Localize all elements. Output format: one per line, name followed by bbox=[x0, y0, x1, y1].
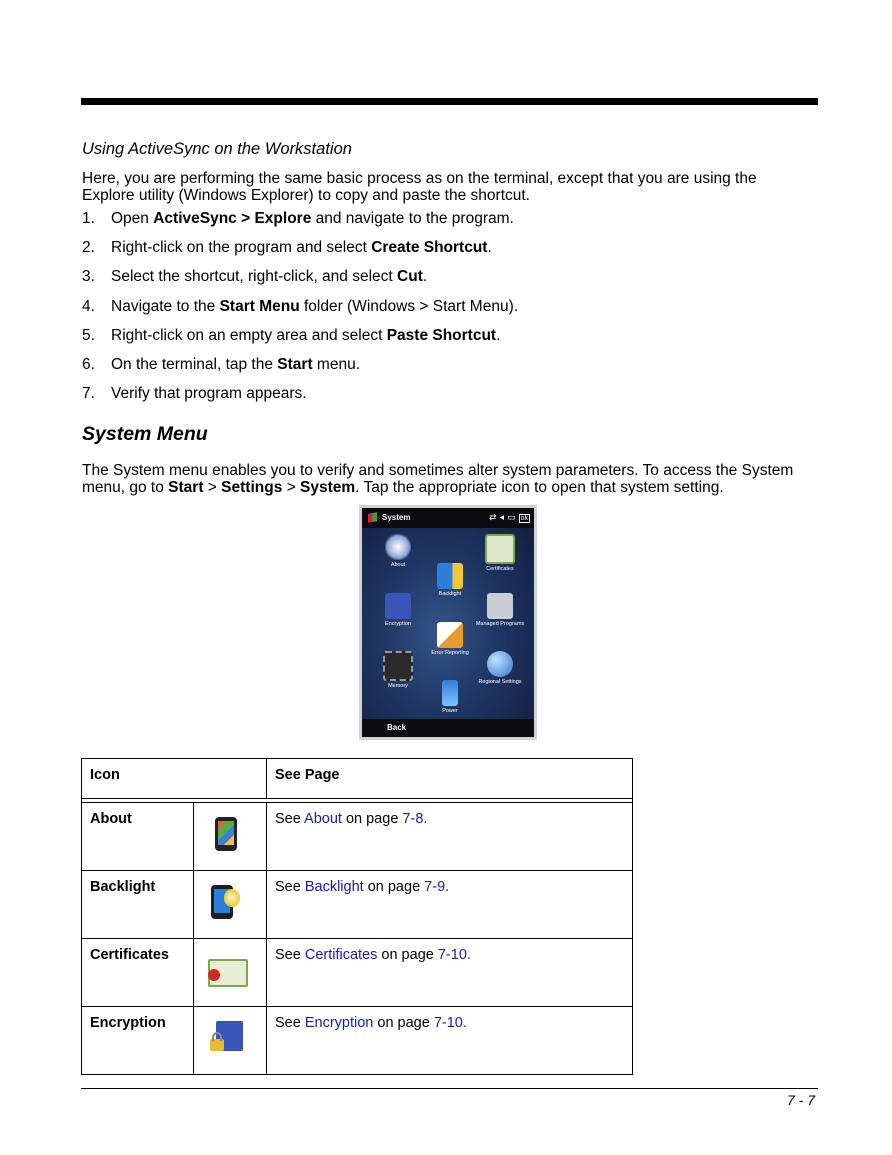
tile-label: About bbox=[390, 562, 406, 568]
encryption-icon bbox=[385, 593, 411, 619]
step-number: 5. bbox=[82, 326, 95, 344]
battery-icon bbox=[442, 680, 458, 706]
row-name: Certificates bbox=[82, 939, 194, 1007]
managed-programs-icon bbox=[487, 593, 513, 619]
row-see-page bbox=[267, 939, 633, 1007]
page-link[interactable]: 7-10 bbox=[433, 1015, 463, 1031]
step-text: Verify that program appears. bbox=[111, 385, 307, 403]
see-text: on page bbox=[373, 1015, 434, 1031]
subheading: Using ActiveSync on the Workstation bbox=[82, 140, 352, 158]
table-row bbox=[82, 871, 633, 939]
lock-icon bbox=[210, 1039, 224, 1051]
tile-label: Error Reporting bbox=[431, 650, 469, 656]
header-icon: Icon bbox=[82, 759, 267, 799]
step-text: . bbox=[487, 239, 492, 257]
section-description bbox=[82, 463, 822, 496]
back-softkey[interactable]: Back bbox=[387, 723, 407, 732]
table-row bbox=[82, 803, 633, 871]
bulb-icon bbox=[224, 889, 240, 907]
tile-label: Managed Programs bbox=[475, 621, 525, 627]
step-bold: Create Shortcut bbox=[371, 239, 488, 257]
desc-bold: Settings bbox=[221, 478, 283, 496]
step-number: 4. bbox=[82, 297, 95, 315]
step-text: . bbox=[496, 326, 501, 344]
see-text: on page bbox=[341, 811, 403, 827]
list-item bbox=[82, 238, 518, 267]
error-reporting-icon bbox=[437, 622, 463, 648]
row-icon-cell bbox=[194, 939, 267, 1007]
step-bold: ActiveSync > Explore bbox=[153, 210, 312, 227]
list-item bbox=[82, 326, 518, 355]
row-name: Backlight bbox=[82, 871, 194, 939]
backlight-icon bbox=[437, 563, 463, 589]
row-see-page bbox=[267, 871, 633, 939]
see-text: See bbox=[275, 947, 305, 963]
tile-regional-settings[interactable] bbox=[474, 651, 526, 685]
top-rule bbox=[81, 98, 818, 105]
table-row bbox=[82, 939, 633, 1007]
step-text: Right-click on the program and select bbox=[111, 239, 372, 257]
desc-text: . Tap the appropriate icon to open that system setting. bbox=[355, 478, 724, 496]
desc-text: > bbox=[203, 478, 222, 496]
page-link[interactable]: 7-8 bbox=[402, 811, 424, 827]
step-text: . bbox=[422, 268, 428, 286]
certificate-icon bbox=[485, 534, 515, 564]
tile-managed-programs[interactable] bbox=[474, 593, 526, 627]
battery-icon: ▭ bbox=[507, 512, 519, 522]
page-link[interactable]: 7-10 bbox=[437, 947, 467, 963]
tile-label: Encryption bbox=[385, 621, 411, 627]
see-text: . bbox=[466, 947, 471, 963]
topic-link[interactable]: Certificates bbox=[304, 947, 378, 963]
ok-button[interactable]: ok bbox=[520, 515, 528, 522]
desc-text: > bbox=[282, 478, 300, 496]
page-number: 7 - 7 bbox=[786, 1092, 815, 1108]
tile-error-reporting[interactable] bbox=[424, 622, 476, 656]
tile-label: Power bbox=[442, 708, 458, 714]
step-text: Navigate to the bbox=[111, 297, 220, 315]
windows-flag-icon bbox=[368, 512, 377, 523]
phone-softkey-bar bbox=[362, 719, 534, 737]
list-item bbox=[82, 297, 518, 326]
phone-titlebar bbox=[362, 508, 534, 528]
see-text: on page bbox=[377, 947, 438, 963]
steps-list bbox=[82, 209, 518, 413]
tile-label: Regional Settings bbox=[478, 679, 522, 685]
table-row bbox=[82, 1007, 633, 1075]
tile-label: Certificates bbox=[486, 566, 514, 572]
list-item bbox=[82, 355, 518, 384]
step-text: Right-click on an empty area and select bbox=[111, 326, 387, 344]
see-text: See bbox=[275, 879, 305, 895]
row-icon-cell bbox=[194, 1007, 267, 1075]
step-number: 2. bbox=[82, 239, 95, 257]
see-text: . bbox=[445, 879, 450, 895]
list-item bbox=[82, 267, 518, 296]
list-item bbox=[82, 209, 518, 238]
sync-icon: ⇄ bbox=[489, 512, 500, 522]
step-text: Select the shortcut, right-click, and select bbox=[111, 268, 398, 286]
page-link[interactable]: 7-9 bbox=[424, 879, 446, 895]
tile-power[interactable] bbox=[424, 680, 476, 714]
step-text: and navigate to the program. bbox=[311, 210, 514, 227]
topic-link[interactable]: About bbox=[304, 811, 342, 827]
step-text: On the terminal, tap the bbox=[111, 355, 278, 373]
phone-windows-icon bbox=[215, 817, 237, 851]
row-name: Encryption bbox=[82, 1007, 194, 1075]
tile-memory[interactable] bbox=[372, 651, 424, 689]
tile-about[interactable] bbox=[372, 534, 424, 568]
seal-icon bbox=[208, 969, 220, 981]
system-menu-screenshot bbox=[359, 505, 537, 740]
tile-certificates[interactable] bbox=[474, 534, 526, 572]
section-title: System Menu bbox=[82, 423, 208, 445]
see-text: . bbox=[462, 1015, 467, 1031]
see-text: . bbox=[423, 811, 428, 827]
globe-icon bbox=[487, 651, 513, 677]
tile-encryption[interactable] bbox=[372, 593, 424, 627]
tile-backlight[interactable] bbox=[424, 563, 476, 597]
step-bold: Paste Shortcut bbox=[386, 326, 497, 344]
row-see-page bbox=[267, 803, 633, 871]
row-see-page bbox=[267, 1007, 633, 1075]
step-number: 7. bbox=[82, 385, 95, 403]
topic-link[interactable]: Encryption bbox=[304, 1015, 374, 1031]
step-bold: Start Menu bbox=[219, 297, 300, 315]
bottom-rule bbox=[81, 1088, 818, 1089]
step-text: Open bbox=[111, 210, 154, 227]
status-icons bbox=[489, 512, 530, 523]
about-icon bbox=[385, 534, 411, 560]
row-name: About bbox=[82, 803, 194, 871]
step-number: 3. bbox=[82, 268, 95, 286]
see-text: on page bbox=[363, 879, 425, 895]
phone-screen bbox=[362, 508, 534, 737]
tile-label: Backlight bbox=[438, 591, 462, 597]
desc-text: The System menu enables you to verify and sometimes alter system parameters. To access the System menu, go to bbox=[82, 462, 794, 496]
phone-title: System bbox=[382, 513, 411, 522]
step-number: 6. bbox=[82, 355, 95, 373]
step-bold: Cut bbox=[397, 268, 423, 286]
row-icon-cell bbox=[194, 803, 267, 871]
topic-link[interactable]: Backlight bbox=[304, 879, 364, 895]
desc-bold: Start bbox=[168, 478, 204, 496]
system-icons-table bbox=[81, 758, 633, 1075]
volume-icon: ◂ bbox=[499, 512, 508, 522]
see-text: See bbox=[275, 811, 305, 827]
step-text: menu. bbox=[312, 355, 361, 373]
desc-bold: System bbox=[300, 478, 356, 496]
table-header-row bbox=[82, 759, 633, 799]
intro-paragraph: Here, you are performing the same basic process as on the terminal, except that you are using the Explore utility (Windows Explorer) to copy and paste the shortcut. bbox=[82, 170, 757, 204]
step-bold: Start bbox=[277, 355, 313, 373]
list-item bbox=[82, 384, 518, 413]
tile-label: Memory bbox=[388, 683, 408, 689]
see-text: See bbox=[275, 1015, 305, 1031]
row-icon-cell bbox=[194, 871, 267, 939]
header-see-page: See Page bbox=[267, 759, 633, 799]
step-number: 1. bbox=[82, 210, 95, 227]
memory-chip-icon bbox=[383, 651, 413, 681]
step-text: folder (Windows > Start Menu). bbox=[299, 297, 519, 315]
